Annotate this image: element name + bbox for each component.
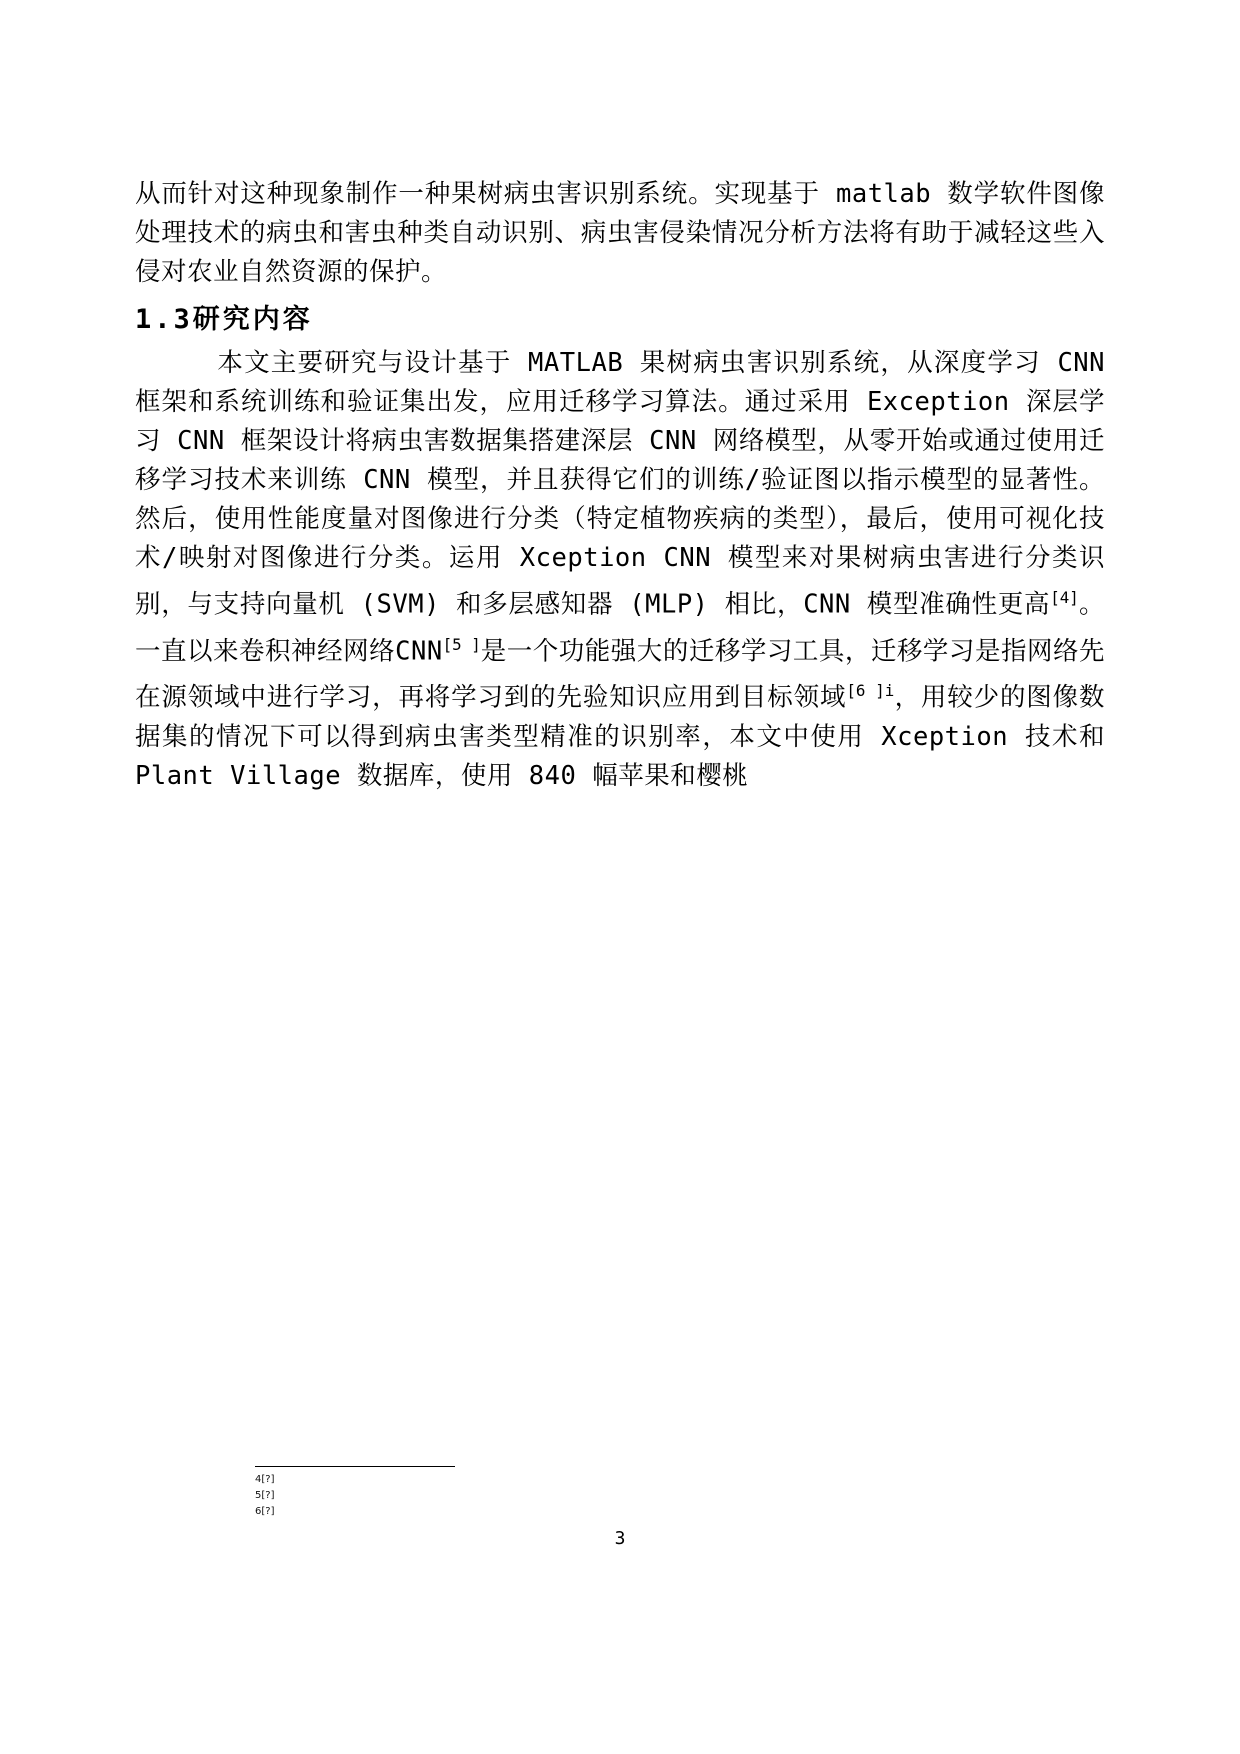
footnote-item [255,1504,955,1520]
text-after-ref4: 。一直以来卷积神经网络 [135,589,1105,666]
paragraph-research-content [135,344,1105,796]
paragraph-intro: 从而针对这种现象制作一种果树病虫害识别系统。实现基于 matlab 数学软件图像处理技术的病虫和害虫种类自动识别、病虫害侵染情况分析方法将有助于减轻这些入侵对农业自然资源的保护。 [135,179,1105,287]
paragraph-research-text: 本文主要研究与设计基于 MATLAB 果树病虫害识别系统，从深度学习 CNN 框架和系统训练和验证集出发，应用迁移学习算法。通过采用 Exception 深层学习 CNN 框架设计将病虫害数据集搭建深层 CNN 网络模型，从零开始或通过使用迁移学习技术来训练 CNN 模型，并且获得它们的训练/验证图以指示模型的显著性。然后，使用性能度量对图像进行分类（特定植物疾病的类型），最后，使用可视化技术/映射对图像进行分类。运用 Xception CNN 模型来对果树病虫害进行分类识别，与支持向量机 (SVM) 和多层感知器 (MLP) 相比，CNN 模型准确性更高 [135,348,1105,620]
footnote-ref-4: [4] [1050,588,1079,607]
footnote-separator [255,1466,455,1467]
footnote-ref-5: [5 ] [442,634,481,654]
footnote-text: [?] [261,1490,275,1501]
page-number: 3 [614,1528,626,1549]
footnote-text: [?] [261,1474,275,1485]
text-after-ref6: ，用较少的图像数据集的情况下可以得到病虫害类型精准的识别率，本文中使用 Xception 技术和 Plant Village 数据库，使用 840 幅苹果和樱桃 [135,682,1105,791]
footnote-ref-6: [6 ]i [846,681,895,700]
footnote-marker: 6 [255,1506,262,1517]
footnote-item [255,1472,955,1488]
text-after-ref5: 是一个功能强大的迁移学习工具，迁移学习是指网络先在源领域中进行学习，再将学习到的先验知识应用到目标领域 [135,636,1105,713]
footnote-marker: 4 [255,1474,262,1485]
footnote-item [255,1488,955,1504]
footnote-marker: 5 [255,1490,262,1501]
footnote-area [255,1466,955,1520]
document-body [135,175,1105,796]
cnn-label: CNN [395,636,443,666]
footnote-text: [?] [261,1506,275,1517]
section-heading-1-3: 1.3研究内容 [135,304,313,335]
